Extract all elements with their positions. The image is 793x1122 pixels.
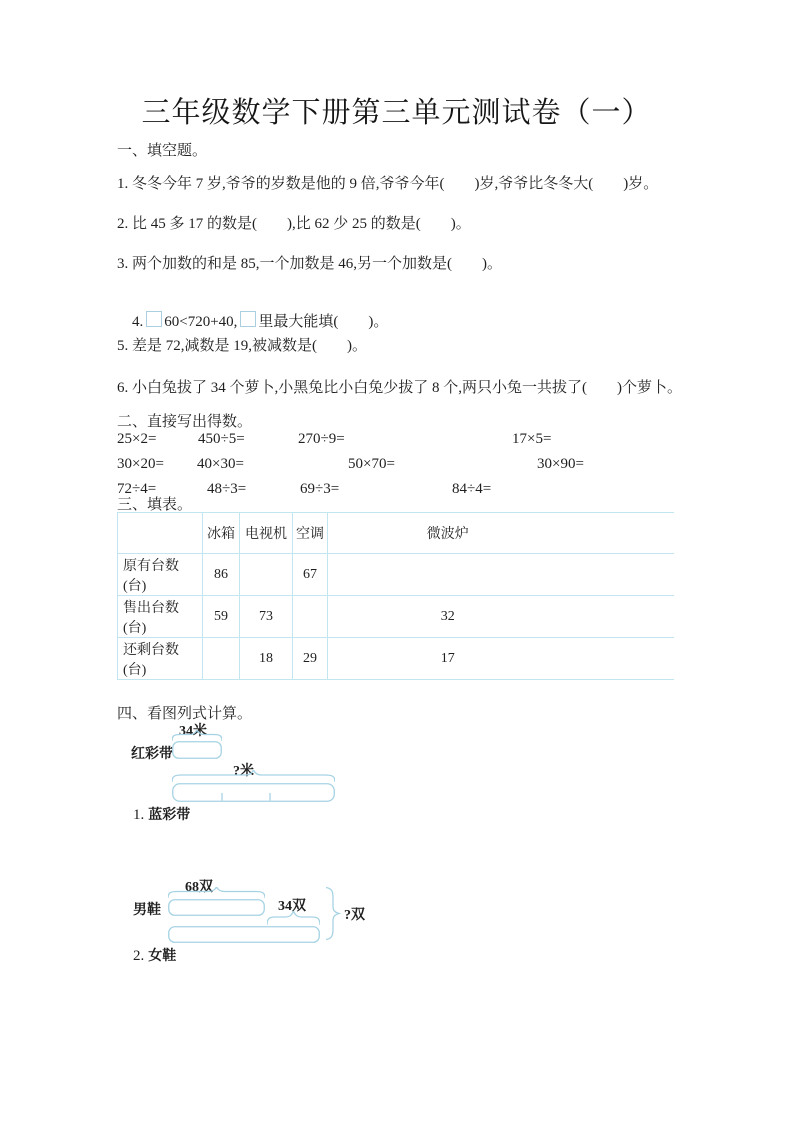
calc-item: 30×90= [537, 456, 584, 472]
blue-ribbon-bar [172, 783, 336, 803]
calc-item: 25×2= [117, 431, 157, 447]
table-cell: 73 [240, 596, 293, 638]
table-cell: 17 [328, 638, 674, 680]
page-title: 三年级数学下册第三单元测试卷（一） [141, 97, 652, 129]
calc-row [117, 456, 677, 476]
table-corner-cell [118, 513, 203, 554]
table-cell: 29 [293, 638, 328, 680]
column-header: 微波炉 [328, 513, 674, 554]
question-4-tail: 里最大能填( )。 [258, 314, 389, 330]
calc-item: 84÷4= [452, 481, 492, 497]
blank-square-box [240, 311, 256, 327]
women-shoes-bar [168, 926, 321, 944]
calc-item: 69÷3= [300, 481, 340, 497]
table-cell: 67 [293, 554, 328, 596]
calc-item: 17×5= [512, 431, 552, 447]
table-header-row [118, 513, 674, 554]
red-ribbon-value-label: 34米 [179, 724, 207, 739]
diagram-2-number: 2. [133, 948, 145, 964]
table-cell: 86 [203, 554, 240, 596]
table-cell [203, 638, 240, 680]
over-brace [168, 887, 265, 899]
calc-item: 48÷3= [207, 481, 247, 497]
row-label: 售出台数(台) [118, 596, 203, 638]
question-2: 2. 比 45 多 17 的数是( ),比 62 少 25 的数是( )。 [117, 216, 471, 232]
table-cell: 32 [328, 596, 674, 638]
men-shoes-value-label: 68双 [185, 880, 213, 895]
table-cell [293, 596, 328, 638]
calc-item: 40×30= [197, 456, 244, 472]
calc-row [117, 431, 677, 451]
calc-item: 450÷5= [198, 431, 245, 447]
red-ribbon-bar [172, 741, 223, 760]
row-label: 原有台数(台) [118, 554, 203, 596]
women-shoes-label: 女鞋 [148, 949, 177, 964]
row-label: 还剩台数(台) [118, 638, 203, 680]
extra-shoes-value-label: 34双 [278, 899, 306, 914]
table-cell [240, 554, 293, 596]
section4-heading: 四、看图列式计算。 [117, 706, 253, 722]
total-value-label: ?双 [344, 908, 365, 923]
blue-ribbon-value-label: ?米 [233, 764, 254, 779]
table-row [118, 638, 674, 680]
red-ribbon-label: 红彩带 [131, 747, 173, 762]
calc-row [117, 481, 677, 501]
column-header: 冰箱 [203, 513, 240, 554]
section3-heading: 三、填表。 [117, 497, 193, 513]
total-right-brace [325, 887, 341, 940]
question-6: 6. 小白兔拔了 34 个萝卜,小黑兔比小白兔少拔了 8 个,两只小兔一共拔了( )个萝卜。 [117, 380, 682, 396]
section2-heading: 二、直接写出得数。 [117, 414, 253, 430]
over-brace [267, 911, 320, 926]
question-1: 1. 冬冬今年 7 岁,爷爷的岁数是他的 9 倍,爷爷今年( )岁,爷爷比冬冬大( )岁。 [117, 176, 659, 192]
over-brace [172, 770, 335, 783]
blank-square-box [146, 311, 162, 327]
calc-item: 50×70= [348, 456, 395, 472]
calc-item: 270÷9= [298, 431, 345, 447]
question-4-mid: 60<720+40, [164, 314, 238, 330]
section1-heading: 一、填空题。 [117, 143, 208, 159]
table-row [118, 596, 674, 638]
table-cell: 59 [203, 596, 240, 638]
table-cell [328, 554, 674, 596]
column-header: 空调 [293, 513, 328, 554]
blue-ribbon-label: 蓝彩带 [148, 808, 191, 823]
fill-table [117, 512, 674, 680]
table-cell: 18 [240, 638, 293, 680]
table-row [118, 554, 674, 596]
men-shoes-label: 男鞋 [133, 903, 161, 918]
diagram-1-number: 1. [133, 807, 145, 823]
men-shoes-bar [168, 899, 266, 917]
question-3: 3. 两个加数的和是 85,一个加数是 46,另一个加数是( )。 [117, 256, 502, 272]
question-4-number: 4. [132, 314, 144, 330]
column-header: 电视机 [240, 513, 293, 554]
calc-item: 30×20= [117, 456, 164, 472]
question-5: 5. 差是 72,减数是 19,被减数是( )。 [117, 338, 367, 354]
calc-item: 72÷4= [117, 481, 157, 497]
